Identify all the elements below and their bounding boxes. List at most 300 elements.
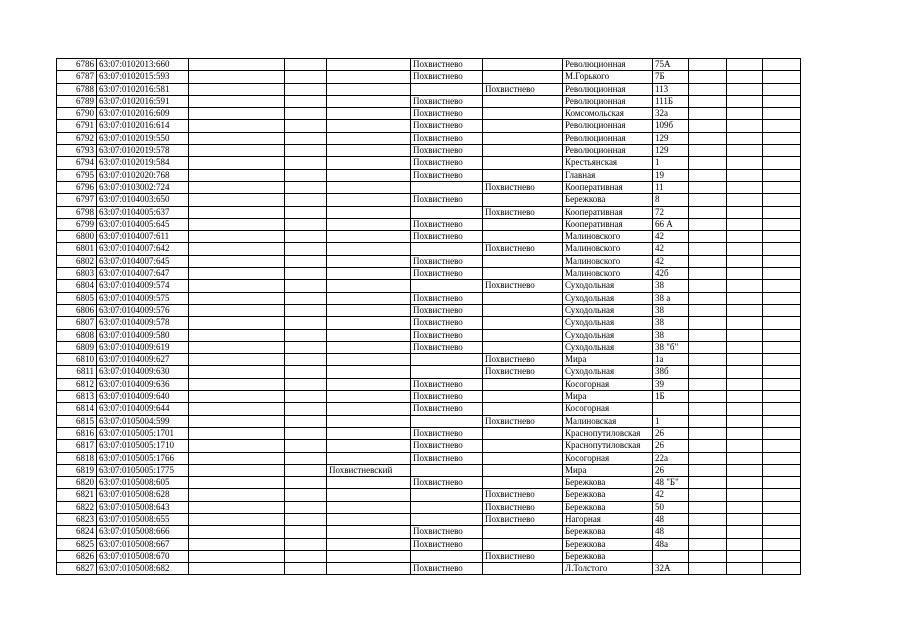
- cell-empty-d: [727, 71, 763, 83]
- cell-city: Похвистнево: [411, 120, 483, 132]
- cell-empty-a: [189, 120, 285, 132]
- cell-cadastral-number: 63:07:0104007:642: [97, 243, 189, 255]
- cell-empty-c: [689, 550, 727, 562]
- cell-city: [411, 464, 483, 476]
- cell-street: М.Горького: [563, 71, 653, 83]
- cell-city: Похвистнево: [411, 329, 483, 341]
- cell-house: 129: [653, 145, 689, 157]
- cell-street: Краснопутиловская: [563, 427, 653, 439]
- cell-city: Похвистнево: [411, 403, 483, 415]
- cell-empty-a: [189, 243, 285, 255]
- cell-street: Бережкова: [563, 489, 653, 501]
- cell-empty-a: [189, 538, 285, 550]
- cell-empty-c: [689, 268, 727, 280]
- cell-district: [327, 83, 411, 95]
- table-row: [57, 341, 801, 353]
- cell-cadastral-number: 63:07:0105008:605: [97, 477, 189, 489]
- cell-street: Косогорная: [563, 403, 653, 415]
- cell-locality: [483, 391, 563, 403]
- cell-empty-a: [189, 181, 285, 193]
- cell-street: Суходольная: [563, 366, 653, 378]
- cell-empty-d: [727, 550, 763, 562]
- cell-empty-e: [763, 513, 801, 525]
- cell-empty-b: [285, 218, 327, 230]
- table-row: [57, 366, 801, 378]
- table-row: [57, 452, 801, 464]
- cell-city: Похвистнево: [411, 132, 483, 144]
- cell-locality: Похвистнево: [483, 513, 563, 525]
- cell-empty-a: [189, 145, 285, 157]
- cell-street: Кооперативная: [563, 181, 653, 193]
- cell-empty-d: [727, 194, 763, 206]
- cell-empty-c: [689, 489, 727, 501]
- cell-city: Похвистнево: [411, 477, 483, 489]
- cell-row-number: 6795: [57, 169, 97, 181]
- cell-district: [327, 292, 411, 304]
- cell-row-number: 6821: [57, 489, 97, 501]
- cell-street: Бережкова: [563, 526, 653, 538]
- cell-street: Комсомольская: [563, 108, 653, 120]
- cell-street: Суходольная: [563, 341, 653, 353]
- cell-empty-b: [285, 513, 327, 525]
- cell-house: 26: [653, 440, 689, 452]
- cell-empty-e: [763, 71, 801, 83]
- table-row: [57, 71, 801, 83]
- cell-empty-a: [189, 452, 285, 464]
- table-row: [57, 157, 801, 169]
- cell-district: [327, 317, 411, 329]
- cell-empty-d: [727, 132, 763, 144]
- cell-empty-b: [285, 145, 327, 157]
- cell-empty-b: [285, 194, 327, 206]
- cell-row-number: 6817: [57, 440, 97, 452]
- cell-house: 32А: [653, 563, 689, 575]
- cell-empty-e: [763, 538, 801, 550]
- cell-empty-e: [763, 563, 801, 575]
- cell-empty-a: [189, 95, 285, 107]
- cell-empty-b: [285, 403, 327, 415]
- cell-empty-a: [189, 391, 285, 403]
- table-row: [57, 415, 801, 427]
- cell-empty-b: [285, 71, 327, 83]
- cell-district: [327, 391, 411, 403]
- cell-city: [411, 83, 483, 95]
- cell-house: 22а: [653, 452, 689, 464]
- table-row: [57, 526, 801, 538]
- cell-empty-d: [727, 329, 763, 341]
- cell-empty-c: [689, 83, 727, 95]
- cell-cadastral-number: 63:07:0104009:640: [97, 391, 189, 403]
- cell-empty-a: [189, 341, 285, 353]
- cell-locality: [483, 157, 563, 169]
- cell-empty-a: [189, 304, 285, 316]
- cell-empty-d: [727, 538, 763, 550]
- cell-empty-c: [689, 59, 727, 71]
- cell-cadastral-number: 63:07:0104007:645: [97, 255, 189, 267]
- cell-house: 42: [653, 243, 689, 255]
- cell-empty-a: [189, 415, 285, 427]
- cell-empty-d: [727, 513, 763, 525]
- cell-row-number: 6794: [57, 157, 97, 169]
- cell-empty-e: [763, 378, 801, 390]
- cell-city: [411, 354, 483, 366]
- cell-empty-e: [763, 268, 801, 280]
- cell-house: 38: [653, 304, 689, 316]
- cell-empty-d: [727, 145, 763, 157]
- cell-empty-c: [689, 513, 727, 525]
- table-row: [57, 292, 801, 304]
- cell-locality: [483, 341, 563, 353]
- cell-empty-e: [763, 354, 801, 366]
- cell-empty-d: [727, 526, 763, 538]
- cell-empty-a: [189, 489, 285, 501]
- cell-cadastral-number: 63:07:0105008:628: [97, 489, 189, 501]
- cell-district: [327, 206, 411, 218]
- cell-empty-c: [689, 231, 727, 243]
- cell-district: [327, 538, 411, 550]
- cell-city: [411, 181, 483, 193]
- cell-empty-c: [689, 440, 727, 452]
- cell-street: Косогорная: [563, 378, 653, 390]
- cell-empty-a: [189, 157, 285, 169]
- cell-district: [327, 255, 411, 267]
- cell-city: Похвистнево: [411, 526, 483, 538]
- cell-locality: Похвистнево: [483, 415, 563, 427]
- cell-district: [327, 59, 411, 71]
- cell-empty-a: [189, 464, 285, 476]
- cell-city: [411, 366, 483, 378]
- cell-house: 129: [653, 132, 689, 144]
- cell-cadastral-number: 63:07:0105008:655: [97, 513, 189, 525]
- cell-empty-c: [689, 354, 727, 366]
- cell-house: 75А: [653, 59, 689, 71]
- cell-empty-e: [763, 194, 801, 206]
- cell-empty-c: [689, 501, 727, 513]
- cell-cadastral-number: 63:07:0102019:584: [97, 157, 189, 169]
- cell-city: Похвистнево: [411, 169, 483, 181]
- cell-empty-c: [689, 304, 727, 316]
- cell-house: [653, 550, 689, 562]
- cell-street: Малиновского: [563, 231, 653, 243]
- cell-district: [327, 71, 411, 83]
- cell-empty-c: [689, 71, 727, 83]
- cell-empty-e: [763, 181, 801, 193]
- cell-street: Суходольная: [563, 304, 653, 316]
- cell-empty-d: [727, 120, 763, 132]
- cell-district: [327, 120, 411, 132]
- cell-empty-d: [727, 95, 763, 107]
- cell-empty-b: [285, 378, 327, 390]
- cell-cadastral-number: 63:07:0103002:724: [97, 181, 189, 193]
- table-row: [57, 477, 801, 489]
- cell-empty-e: [763, 403, 801, 415]
- cell-house: 1а: [653, 354, 689, 366]
- cell-house: 109б: [653, 120, 689, 132]
- cell-empty-e: [763, 304, 801, 316]
- cell-empty-d: [727, 378, 763, 390]
- cell-house: 66 А: [653, 218, 689, 230]
- cell-empty-c: [689, 366, 727, 378]
- cell-house: 48: [653, 526, 689, 538]
- cell-locality: [483, 255, 563, 267]
- cell-empty-b: [285, 83, 327, 95]
- cell-empty-c: [689, 341, 727, 353]
- cell-street: Мира: [563, 391, 653, 403]
- cell-empty-d: [727, 169, 763, 181]
- cell-empty-d: [727, 477, 763, 489]
- cell-street: Косогорная: [563, 452, 653, 464]
- cell-empty-d: [727, 427, 763, 439]
- cell-district: [327, 501, 411, 513]
- cell-row-number: 6802: [57, 255, 97, 267]
- cell-cadastral-number: 63:07:0104009:630: [97, 366, 189, 378]
- cell-street: Малиновская: [563, 415, 653, 427]
- cell-cadastral-number: 63:07:0104009:580: [97, 329, 189, 341]
- cell-city: Похвистнево: [411, 538, 483, 550]
- cell-empty-e: [763, 452, 801, 464]
- cell-empty-b: [285, 120, 327, 132]
- cell-cadastral-number: 63:07:0105008:643: [97, 501, 189, 513]
- cell-empty-e: [763, 231, 801, 243]
- table-row: [57, 329, 801, 341]
- cell-locality: Похвистнево: [483, 280, 563, 292]
- cell-empty-a: [189, 329, 285, 341]
- cell-row-number: 6787: [57, 71, 97, 83]
- cell-district: [327, 378, 411, 390]
- table-row: [57, 403, 801, 415]
- cell-row-number: 6813: [57, 391, 97, 403]
- cell-locality: Похвистнево: [483, 181, 563, 193]
- cell-locality: [483, 464, 563, 476]
- cell-locality: [483, 329, 563, 341]
- cell-locality: Похвистнево: [483, 501, 563, 513]
- table-row: [57, 501, 801, 513]
- data-table: [56, 58, 801, 575]
- cell-cadastral-number: 63:07:0104007:647: [97, 268, 189, 280]
- cell-city: [411, 415, 483, 427]
- cell-district: [327, 304, 411, 316]
- table-row: [57, 120, 801, 132]
- cell-empty-b: [285, 169, 327, 181]
- cell-district: [327, 280, 411, 292]
- cell-empty-d: [727, 231, 763, 243]
- cell-locality: Похвистнево: [483, 243, 563, 255]
- cell-empty-a: [189, 354, 285, 366]
- cell-empty-b: [285, 268, 327, 280]
- cell-city: Похвистнево: [411, 255, 483, 267]
- cell-row-number: 6816: [57, 427, 97, 439]
- cell-cadastral-number: 63:07:0104005:637: [97, 206, 189, 218]
- cell-empty-a: [189, 83, 285, 95]
- cell-empty-c: [689, 108, 727, 120]
- table-row: [57, 280, 801, 292]
- cell-locality: [483, 145, 563, 157]
- cell-city: [411, 280, 483, 292]
- cell-row-number: 6825: [57, 538, 97, 550]
- cell-empty-c: [689, 243, 727, 255]
- cell-city: Похвистнево: [411, 427, 483, 439]
- cell-district: [327, 243, 411, 255]
- cell-empty-a: [189, 403, 285, 415]
- cell-city: [411, 513, 483, 525]
- cell-city: [411, 489, 483, 501]
- cell-row-number: 6820: [57, 477, 97, 489]
- cell-locality: [483, 95, 563, 107]
- cell-empty-e: [763, 329, 801, 341]
- cell-house: 111Б: [653, 95, 689, 107]
- table-row: [57, 169, 801, 181]
- cell-empty-a: [189, 378, 285, 390]
- cell-row-number: 6819: [57, 464, 97, 476]
- cell-empty-d: [727, 243, 763, 255]
- cell-row-number: 6786: [57, 59, 97, 71]
- table-row: [57, 550, 801, 562]
- cell-empty-b: [285, 243, 327, 255]
- cell-cadastral-number: 63:07:0105005:1775: [97, 464, 189, 476]
- cell-empty-a: [189, 563, 285, 575]
- cell-empty-b: [285, 489, 327, 501]
- cell-city: Похвистнево: [411, 304, 483, 316]
- table-row: [57, 427, 801, 439]
- cell-empty-c: [689, 329, 727, 341]
- cell-city: Похвистнево: [411, 95, 483, 107]
- cell-empty-a: [189, 169, 285, 181]
- cell-district: [327, 354, 411, 366]
- cell-locality: [483, 304, 563, 316]
- cell-street: Крестьянская: [563, 157, 653, 169]
- table-row: [57, 354, 801, 366]
- cell-district: [327, 95, 411, 107]
- cell-street: Революционная: [563, 83, 653, 95]
- cell-empty-b: [285, 366, 327, 378]
- cell-street: Краснопутиловская: [563, 440, 653, 452]
- cell-row-number: 6812: [57, 378, 97, 390]
- cell-house: 39: [653, 378, 689, 390]
- cell-empty-b: [285, 206, 327, 218]
- cell-city: [411, 243, 483, 255]
- cell-street: Суходольная: [563, 329, 653, 341]
- cell-house: 72: [653, 206, 689, 218]
- cell-row-number: 6797: [57, 194, 97, 206]
- cell-cadastral-number: 63:07:0105008:682: [97, 563, 189, 575]
- cell-city: Похвистнево: [411, 292, 483, 304]
- cell-empty-e: [763, 427, 801, 439]
- cell-locality: [483, 440, 563, 452]
- cell-street: Суходольная: [563, 292, 653, 304]
- cell-district: [327, 231, 411, 243]
- cell-locality: [483, 268, 563, 280]
- cell-cadastral-number: 63:07:0105005:1701: [97, 427, 189, 439]
- cell-house: 26: [653, 427, 689, 439]
- cell-empty-b: [285, 550, 327, 562]
- cell-empty-e: [763, 366, 801, 378]
- cell-locality: Похвистнево: [483, 550, 563, 562]
- cell-house: 8: [653, 194, 689, 206]
- cell-street: Бережкова: [563, 538, 653, 550]
- cell-district: [327, 550, 411, 562]
- cell-cadastral-number: 63:07:0102016:614: [97, 120, 189, 132]
- cell-empty-a: [189, 427, 285, 439]
- cell-row-number: 6818: [57, 452, 97, 464]
- table-row: [57, 464, 801, 476]
- cell-empty-d: [727, 415, 763, 427]
- cell-empty-a: [189, 231, 285, 243]
- cell-street: Бережкова: [563, 194, 653, 206]
- cell-empty-b: [285, 464, 327, 476]
- cell-empty-b: [285, 181, 327, 193]
- table-row: [57, 268, 801, 280]
- cell-empty-c: [689, 477, 727, 489]
- cell-cadastral-number: 63:07:0102016:581: [97, 83, 189, 95]
- cell-district: [327, 268, 411, 280]
- cell-street: Бережкова: [563, 477, 653, 489]
- cell-empty-b: [285, 415, 327, 427]
- table-row: [57, 206, 801, 218]
- cell-street: Бережкова: [563, 501, 653, 513]
- cell-city: [411, 550, 483, 562]
- cell-row-number: 6789: [57, 95, 97, 107]
- cell-locality: [483, 169, 563, 181]
- cell-empty-d: [727, 489, 763, 501]
- cell-city: Похвистнево: [411, 231, 483, 243]
- cell-empty-d: [727, 366, 763, 378]
- cell-district: [327, 513, 411, 525]
- cell-empty-a: [189, 526, 285, 538]
- cell-district: [327, 489, 411, 501]
- cell-row-number: 6806: [57, 304, 97, 316]
- cell-locality: [483, 452, 563, 464]
- cell-locality: [483, 538, 563, 550]
- cell-empty-e: [763, 292, 801, 304]
- cell-empty-a: [189, 132, 285, 144]
- cell-empty-e: [763, 477, 801, 489]
- cell-empty-e: [763, 341, 801, 353]
- cell-empty-c: [689, 427, 727, 439]
- cell-district: [327, 403, 411, 415]
- cell-empty-a: [189, 206, 285, 218]
- cell-empty-c: [689, 526, 727, 538]
- cell-empty-d: [727, 181, 763, 193]
- cell-row-number: 6811: [57, 366, 97, 378]
- cell-house: 42: [653, 255, 689, 267]
- cell-empty-a: [189, 501, 285, 513]
- cell-row-number: 6809: [57, 341, 97, 353]
- cell-empty-a: [189, 317, 285, 329]
- table-body: [57, 59, 801, 575]
- cell-row-number: 6814: [57, 403, 97, 415]
- cell-empty-c: [689, 378, 727, 390]
- cell-empty-c: [689, 415, 727, 427]
- cell-empty-b: [285, 354, 327, 366]
- cell-empty-b: [285, 231, 327, 243]
- cell-row-number: 6807: [57, 317, 97, 329]
- cell-row-number: 6799: [57, 218, 97, 230]
- cell-empty-e: [763, 218, 801, 230]
- cell-street: Революционная: [563, 59, 653, 71]
- cell-empty-c: [689, 145, 727, 157]
- cell-empty-b: [285, 255, 327, 267]
- cell-street: Революционная: [563, 95, 653, 107]
- cell-empty-a: [189, 59, 285, 71]
- cell-row-number: 6790: [57, 108, 97, 120]
- cell-cadastral-number: 63:07:0105008:667: [97, 538, 189, 550]
- cell-cadastral-number: 63:07:0104007:611: [97, 231, 189, 243]
- table-row: [57, 304, 801, 316]
- cell-city: Похвистнево: [411, 341, 483, 353]
- cell-empty-c: [689, 194, 727, 206]
- cell-empty-c: [689, 181, 727, 193]
- cell-empty-e: [763, 501, 801, 513]
